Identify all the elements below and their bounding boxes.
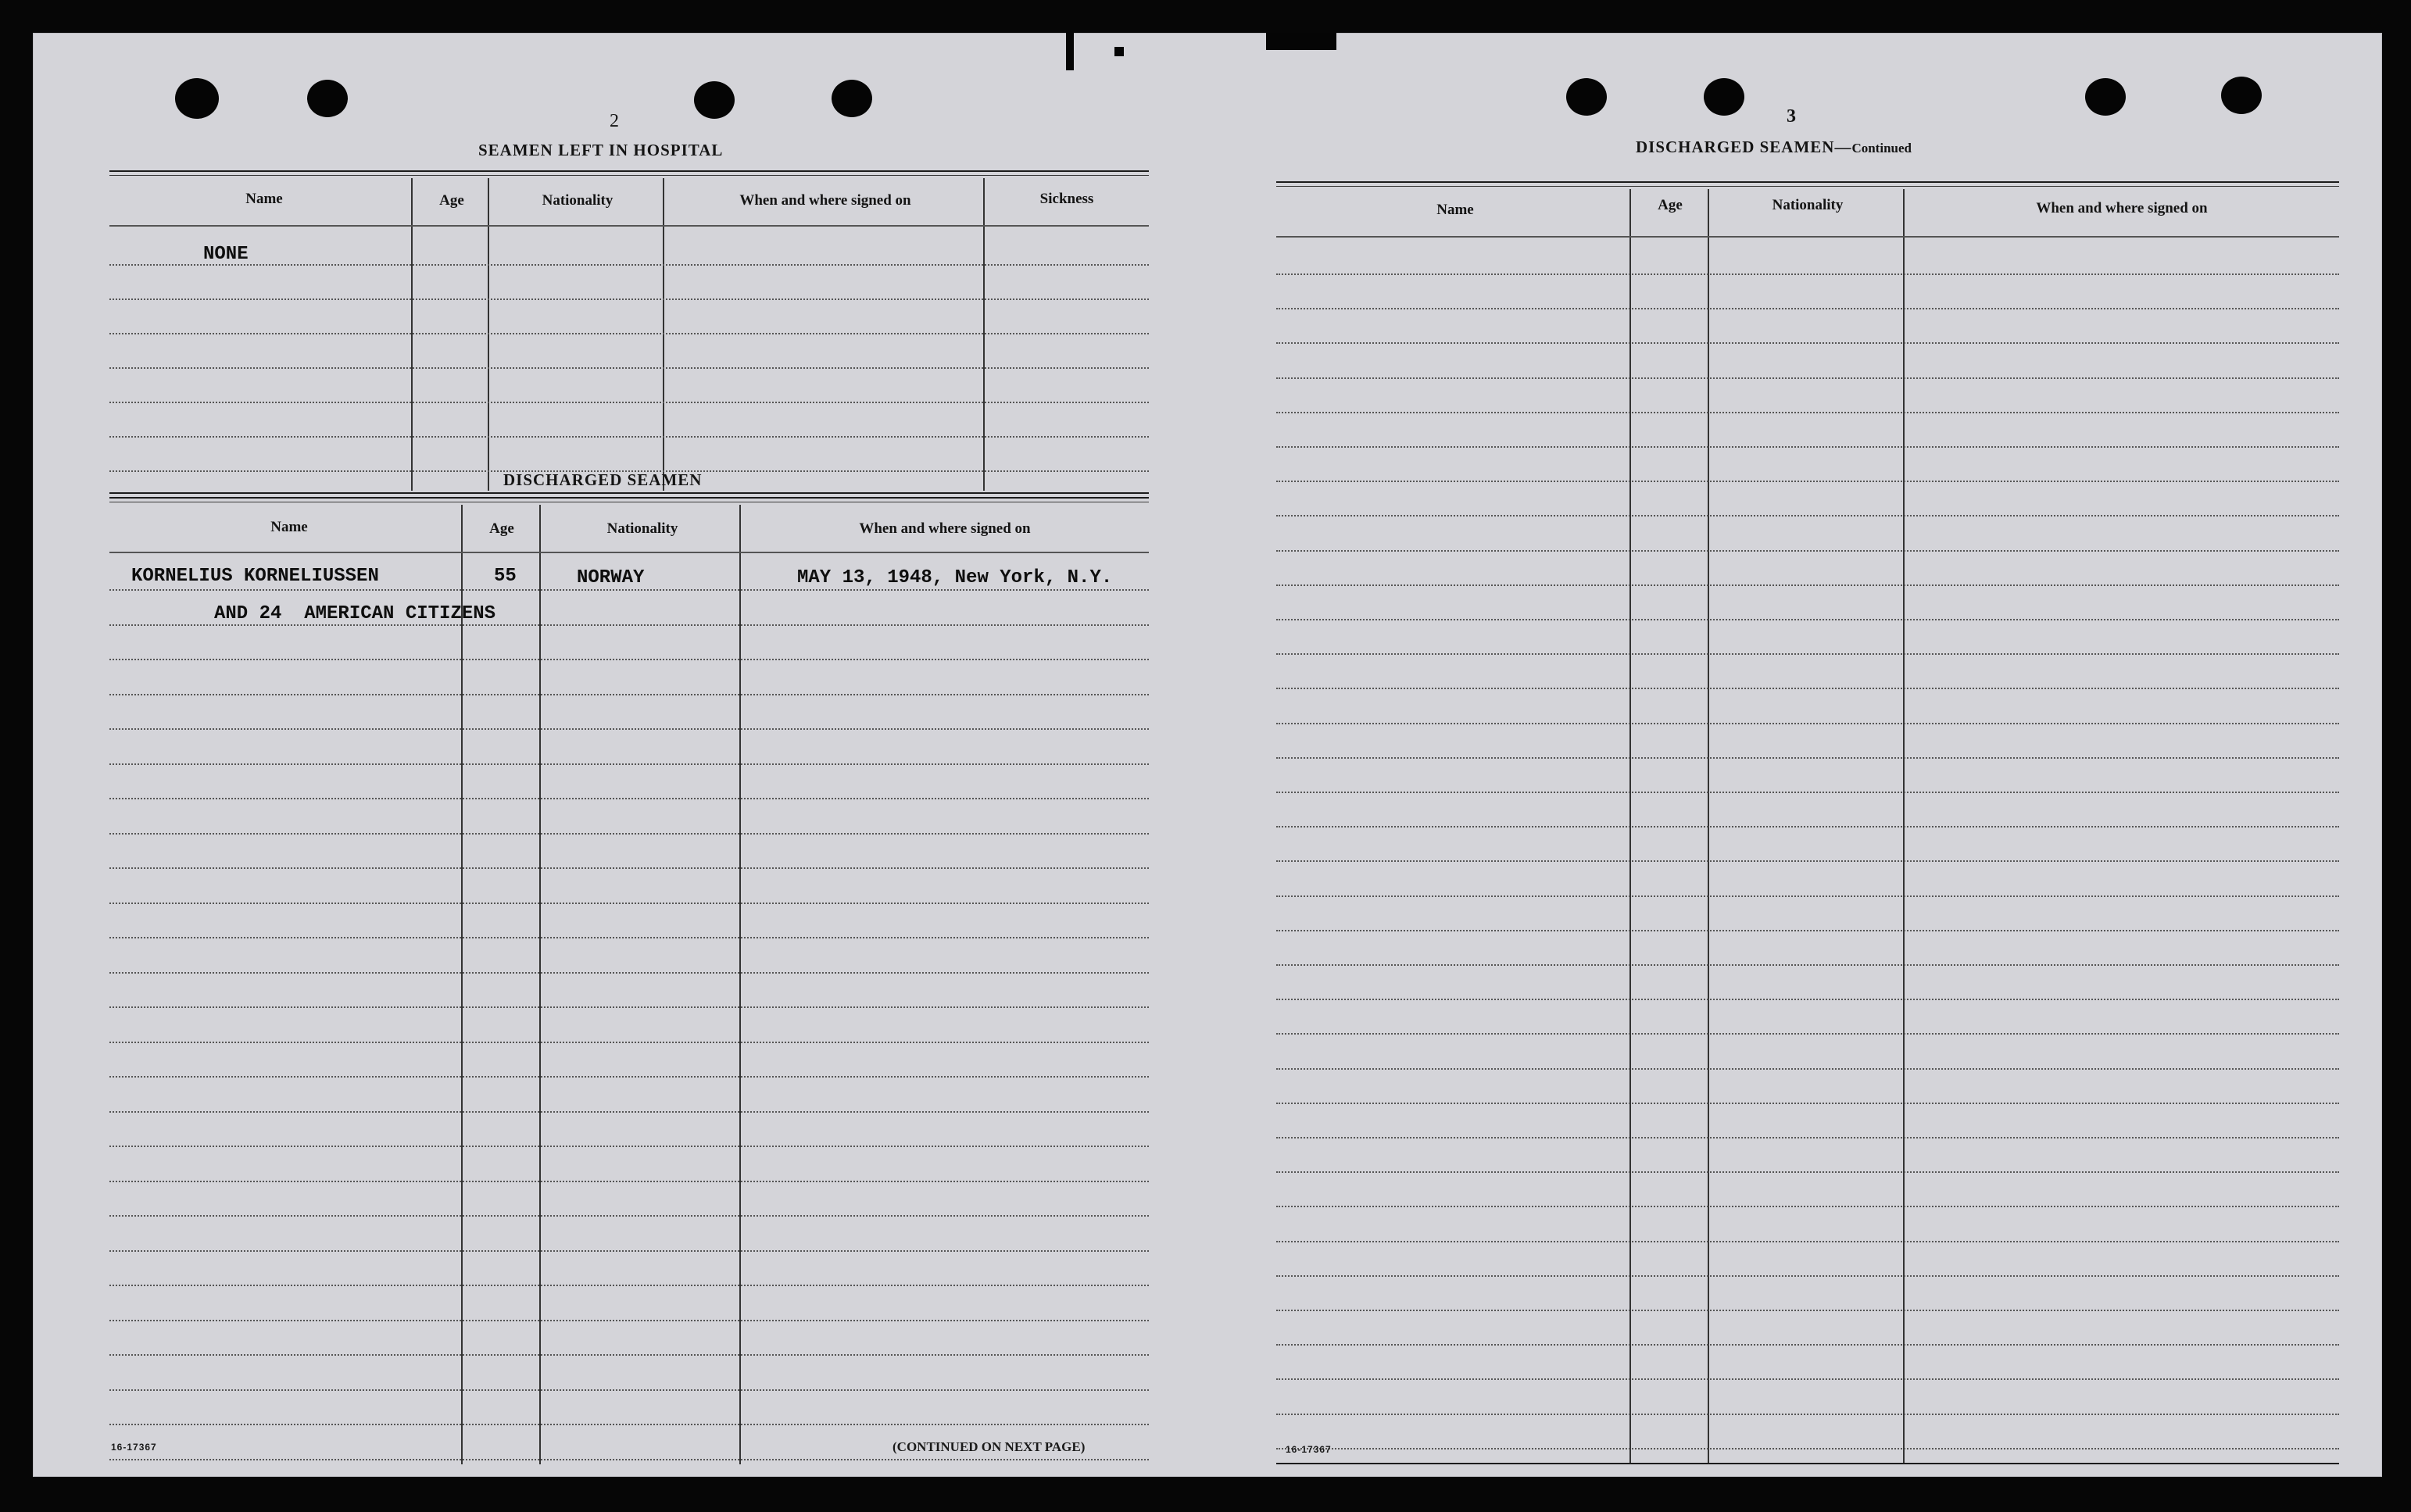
discharged-section-title: DISCHARGED SEAMEN xyxy=(503,470,703,489)
column-header-age: Age xyxy=(489,520,514,537)
entry-line xyxy=(1276,308,2339,309)
entry-line xyxy=(1276,1103,2339,1104)
column-header-sickness: Sickness xyxy=(1039,191,1094,207)
entry-line xyxy=(109,624,1149,626)
entry-line xyxy=(109,1389,1149,1391)
header-underline xyxy=(1276,236,2339,238)
entry-line xyxy=(109,937,1149,938)
form-number: 16-17367 xyxy=(1286,1444,1332,1455)
section-title-suffix: Continued xyxy=(1851,141,1912,155)
column-header-signed-on: When and where signed on xyxy=(2036,200,2208,216)
header-underline xyxy=(109,225,1149,227)
form-number: 16-17367 xyxy=(111,1442,157,1453)
entry-line xyxy=(109,589,1149,591)
header-underline xyxy=(109,552,1149,553)
entry-line xyxy=(1276,930,2339,931)
entry-line xyxy=(1276,342,2339,344)
entry-line xyxy=(109,1042,1149,1043)
entry-line xyxy=(109,1459,1149,1460)
seaman-name: AND 24 AMERICAN CITIZENS xyxy=(214,603,496,624)
entry-line xyxy=(1276,964,2339,966)
entry-line xyxy=(1276,999,2339,1000)
entry-line xyxy=(1276,1137,2339,1138)
entry-line xyxy=(109,1250,1149,1252)
entry-line xyxy=(109,367,1149,369)
entry-line xyxy=(109,763,1149,765)
table-top-rule xyxy=(1276,186,2339,187)
column-header-name: Name xyxy=(270,519,308,535)
entry-line xyxy=(109,402,1149,403)
entry-line xyxy=(109,1215,1149,1217)
table-top-rule xyxy=(1276,181,2339,183)
entry-line xyxy=(1276,757,2339,759)
seaman-age: 55 xyxy=(494,566,517,587)
entry-line xyxy=(109,1320,1149,1321)
entry-line xyxy=(1276,1310,2339,1311)
entry-line xyxy=(1276,1448,2339,1449)
entry-line xyxy=(109,798,1149,799)
column-header-nationality: Nationality xyxy=(542,192,613,209)
column-header-nationality: Nationality xyxy=(606,520,678,537)
entry-line xyxy=(1276,1414,2339,1415)
entry-line xyxy=(109,833,1149,835)
entry-line xyxy=(1276,1206,2339,1207)
page-number: 2 xyxy=(610,111,619,131)
entry-line xyxy=(109,1424,1149,1425)
entry-line xyxy=(1276,1171,2339,1173)
entry-line xyxy=(1276,653,2339,655)
entry-line xyxy=(1276,412,2339,413)
entry-line xyxy=(109,264,1149,266)
entry-line xyxy=(109,1111,1149,1113)
entry-line xyxy=(109,1181,1149,1182)
table-top-rule xyxy=(109,175,1149,176)
entry-line xyxy=(1276,1241,2339,1242)
ledger-sheet xyxy=(33,33,2382,1477)
entry-line xyxy=(1276,1033,2339,1035)
hospital-section-title: SEAMEN LEFT IN HOSPITAL xyxy=(478,141,724,159)
entry-line xyxy=(109,1354,1149,1356)
entry-line xyxy=(1276,723,2339,724)
entry-line xyxy=(109,867,1149,869)
hospital-entry: NONE xyxy=(203,244,249,265)
column-header-name: Name xyxy=(1436,202,1474,218)
entry-line xyxy=(109,694,1149,695)
right-page xyxy=(1207,33,2382,1477)
continued-note: (CONTINUED ON NEXT PAGE) xyxy=(892,1439,1086,1454)
entry-line xyxy=(1276,826,2339,827)
column-header-age: Age xyxy=(439,192,464,209)
entry-line xyxy=(1276,273,2339,275)
entry-line xyxy=(109,298,1149,300)
entry-line xyxy=(1276,1068,2339,1070)
entry-line xyxy=(1276,446,2339,448)
column-header-signed-on: When and where signed on xyxy=(859,520,1031,537)
column-header-signed-on: When and where signed on xyxy=(739,192,911,209)
entry-line xyxy=(109,728,1149,730)
column-header-name: Name xyxy=(245,191,283,207)
table-top-rule xyxy=(109,497,1149,499)
entry-line xyxy=(1276,1344,2339,1346)
entry-line xyxy=(109,659,1149,660)
seaman-name: KORNELIUS KORNELIUSSEN xyxy=(131,566,379,587)
entry-line xyxy=(1276,1275,2339,1277)
entry-line xyxy=(109,1076,1149,1078)
entry-line xyxy=(1276,895,2339,897)
column-header-age: Age xyxy=(1658,197,1683,213)
entry-line xyxy=(109,333,1149,334)
entry-line xyxy=(1276,550,2339,552)
entry-line xyxy=(109,1006,1149,1008)
section-title-text: DISCHARGED SEAMEN— xyxy=(1636,138,1852,156)
entry-line xyxy=(1276,860,2339,862)
table-top-rule xyxy=(109,170,1149,172)
seaman-signed-on: MAY 13, 1948, New York, N.Y. xyxy=(797,567,1113,588)
entry-line xyxy=(109,436,1149,438)
entry-line xyxy=(1276,688,2339,689)
section-title xyxy=(1636,138,1912,157)
seaman-nationality: NORWAY xyxy=(577,567,645,588)
entry-line xyxy=(1276,792,2339,793)
page-number: 3 xyxy=(1787,106,1796,127)
left-page xyxy=(33,33,1207,1477)
entry-line xyxy=(109,1285,1149,1286)
entry-line xyxy=(1276,481,2339,482)
column-header-nationality: Nationality xyxy=(1772,197,1844,213)
entry-line xyxy=(109,1146,1149,1147)
entry-line xyxy=(109,903,1149,904)
entry-line xyxy=(1276,619,2339,620)
table-bottom-rule xyxy=(1276,1463,2339,1464)
entry-line xyxy=(1276,515,2339,517)
entry-line xyxy=(109,972,1149,974)
entry-line xyxy=(1276,1378,2339,1380)
table-bottom-rule xyxy=(109,492,1149,494)
entry-line xyxy=(1276,377,2339,379)
entry-line xyxy=(1276,584,2339,586)
